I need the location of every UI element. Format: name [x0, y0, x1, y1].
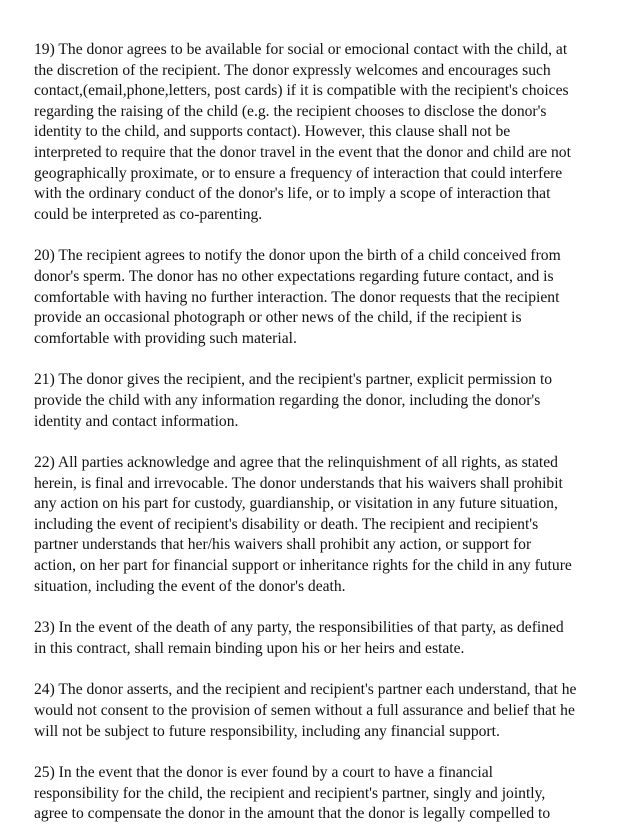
- clause-text-line: action, on her part for financial support or inheritance rights for the child in any future: [34, 557, 572, 575]
- clause-text-line: with the ordinary conduct of the donor's life, or to imply a scope of interaction that: [34, 185, 551, 203]
- clause-text-line: 25) In the event that the donor is ever found by a court to have a financial: [34, 764, 493, 782]
- clause-text-line: situation, including the event of the donor's death.: [34, 577, 346, 595]
- clause-paragraph: [34, 246, 619, 349]
- clause-paragraph: [34, 680, 619, 742]
- clause-text-line: 22) All parties acknowledge and agree that the relinquishment of all rights, as stated: [34, 454, 558, 472]
- clause-text-line: will not be subject to future responsibility, including any financial support.: [34, 722, 500, 740]
- clause-text-line: agree to compensate the donor in the amount that the donor is legally compelled to: [34, 805, 551, 823]
- clause-text-line: identity to the child, and supports contact). However, this clause shall not be: [34, 123, 511, 141]
- clause-text-line: responsibility for the child, the recipient and recipient's partner, singly and jointly,: [34, 784, 546, 802]
- clause-text-line: comfortable with providing such material.: [34, 329, 297, 347]
- clause-text-line: provide an occasional photograph or other news of the child, if the recipient is: [34, 309, 522, 327]
- clause-text-line: herein, is final and irrevocable. The donor understands that his waivers shall prohibit: [34, 474, 563, 492]
- clause-text-line: would not consent to the provision of semen without a full assurance and belief that he: [34, 702, 575, 720]
- clause-text-line: 19) The donor agrees to be available for social or emocional contact with the child, at: [34, 41, 568, 58]
- clause-paragraph: [34, 453, 619, 597]
- clause-text-line: interpreted to require that the donor travel in the event that the donor and child are not: [34, 143, 571, 161]
- clause-text-line: identity and contact information.: [34, 412, 239, 430]
- clause-text-line: including the event of recipient's disability or death. The recipient and recipient's: [34, 515, 539, 533]
- clause-text-line: comfortable with having no further interaction. The donor requests that the recipient: [34, 288, 560, 306]
- clause-text-line: contact,(email,phone,letters, post cards) if it is compatible with the recipient's choices: [34, 82, 569, 100]
- clause-paragraph: [34, 40, 619, 225]
- clause-text-line: in this contract, shall remain binding upon his or her heirs and estate.: [34, 639, 465, 657]
- clause-text-line: geographically proximate, or to ensure a frequency of interaction that could interfere: [34, 164, 563, 182]
- clause-text-line: regarding the raising of the child (e.g. the recipient chooses to disclose the donor's: [34, 102, 547, 120]
- clause-text-line: 20) The recipient agrees to notify the donor upon the birth of a child conceived from: [34, 247, 561, 265]
- clause-text-line: 21) The donor gives the recipient, and the recipient's partner, explicit permission to: [34, 371, 553, 389]
- clause-text-line: any action on his part for custody, guardianship, or visitation in any future situation,: [34, 495, 558, 513]
- clause-text-line: donor's sperm. The donor has no other expectations regarding future contact, and is: [34, 267, 554, 285]
- clause-text-line: the discretion of the recipient. The donor expressly welcomes and encourages such: [34, 61, 551, 79]
- clause-paragraph: [34, 618, 619, 659]
- clause-paragraph: [34, 370, 619, 432]
- clause-text-line: provide the child with any information regarding the donor, including the donor's: [34, 391, 541, 409]
- clause-text-line: 23) In the event of the death of any party, the responsibilities of that party, as defined: [34, 619, 564, 637]
- clause-list: [34, 40, 619, 826]
- clause-text-line: 24) The donor asserts, and the recipient and recipient's partner each understand, that he: [34, 681, 577, 699]
- clause-paragraph: [34, 763, 619, 825]
- clause-text-line: partner understands that her/his waivers shall prohibit any action, or support for: [34, 536, 532, 554]
- clause-text-line: could be interpreted as co-parenting.: [34, 205, 263, 223]
